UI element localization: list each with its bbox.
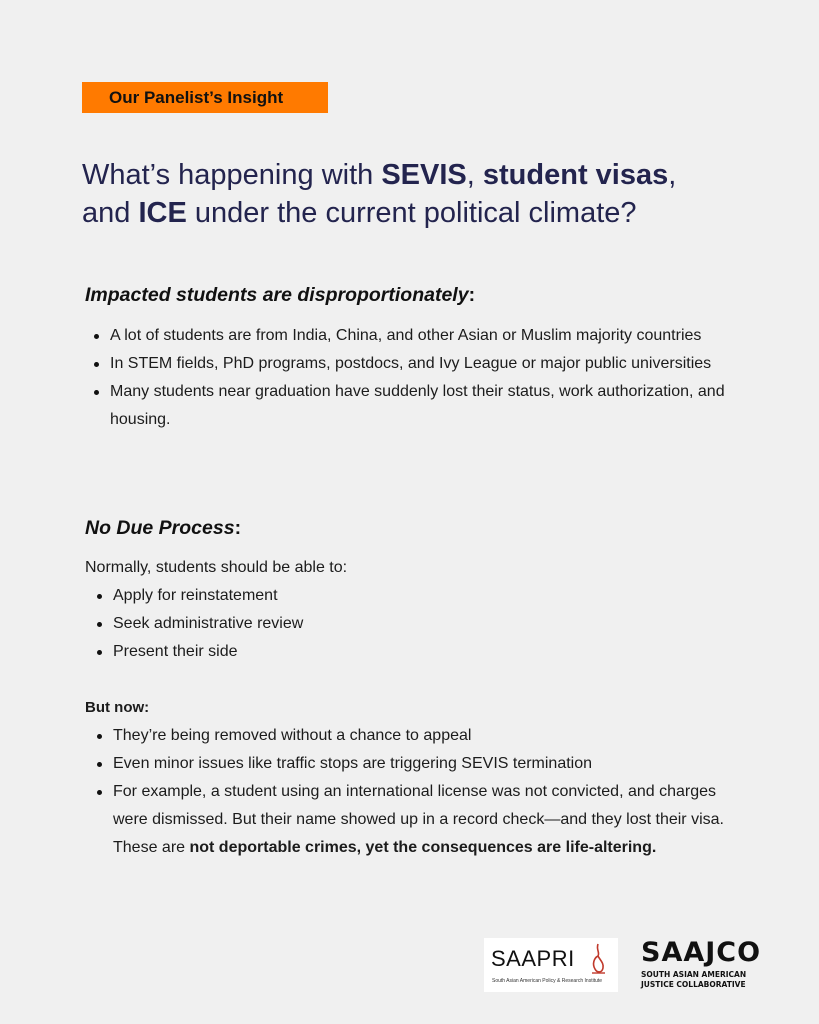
section-heading-colon: : [468, 284, 476, 306]
section-heading-text: Impacted students are disproportionately [85, 284, 469, 306]
list-item: A lot of students are from India, China, and other Asian or Muslim majority countries [110, 322, 750, 350]
saajco-wordmark: SAAJCO [641, 937, 762, 968]
saapri-emblem-icon [590, 942, 606, 976]
saajco-tagline-line2: JUSTICE COLLABORATIVE [641, 980, 746, 989]
headline-text: , [466, 159, 483, 191]
due-process-intro: Normally, students should be able to: [85, 559, 348, 576]
due-process-list [113, 582, 753, 666]
list-item: They’re being removed without a chance to appeal [113, 722, 753, 750]
headline-text: What’s happening with [82, 159, 382, 191]
but-now-list [113, 722, 753, 862]
headline-text: , [668, 159, 677, 191]
headline-emphasis: ICE [138, 197, 187, 229]
insight-tag: Our Panelist’s Insight [82, 82, 328, 113]
saajco-logo [641, 938, 761, 998]
list-item: Apply for reinstatement [113, 582, 753, 610]
example-emphasis: , [356, 839, 366, 856]
saapri-wordmark: SAAPRI [491, 946, 575, 971]
section-heading-due-process [85, 517, 241, 540]
example-emphasis: yet the consequences are life-altering. [365, 839, 657, 856]
but-now-label: But now: [85, 699, 150, 716]
saajco-tagline [641, 970, 761, 990]
list-item: Seek administrative review [113, 610, 753, 638]
list-item: Even minor issues like traffic stops are triggering SEVIS termination [113, 750, 753, 778]
list-item: Many students near graduation have suddenly lost their status, work authorization, and housing. [110, 378, 750, 434]
impacted-list [110, 322, 750, 434]
list-item-example [113, 778, 753, 862]
example-text: For example, a student using an international license was not convicted, and charges were dismissed. But their name showed up in a record check—and they lost their visa. These are [113, 783, 724, 856]
headline-text: and [82, 197, 139, 229]
saapri-logo [484, 938, 618, 992]
list-item: Present their side [113, 638, 753, 666]
page-headline [82, 156, 762, 232]
headline-emphasis: student visas [482, 159, 669, 191]
example-emphasis: not deportable crimes [189, 839, 357, 856]
section-heading-colon: : [234, 517, 242, 539]
section-heading-impacted [85, 284, 475, 307]
saapri-fullname: South Asian American Policy & Research Institute [492, 978, 603, 984]
headline-text: under the current political climate? [186, 197, 637, 229]
headline-emphasis: SEVIS [381, 159, 467, 191]
list-item: In STEM fields, PhD programs, postdocs, and Ivy League or major public universities [110, 350, 750, 378]
saajco-tagline-line1: SOUTH ASIAN AMERICAN [641, 970, 747, 979]
section-heading-text: No Due Process [85, 517, 235, 539]
